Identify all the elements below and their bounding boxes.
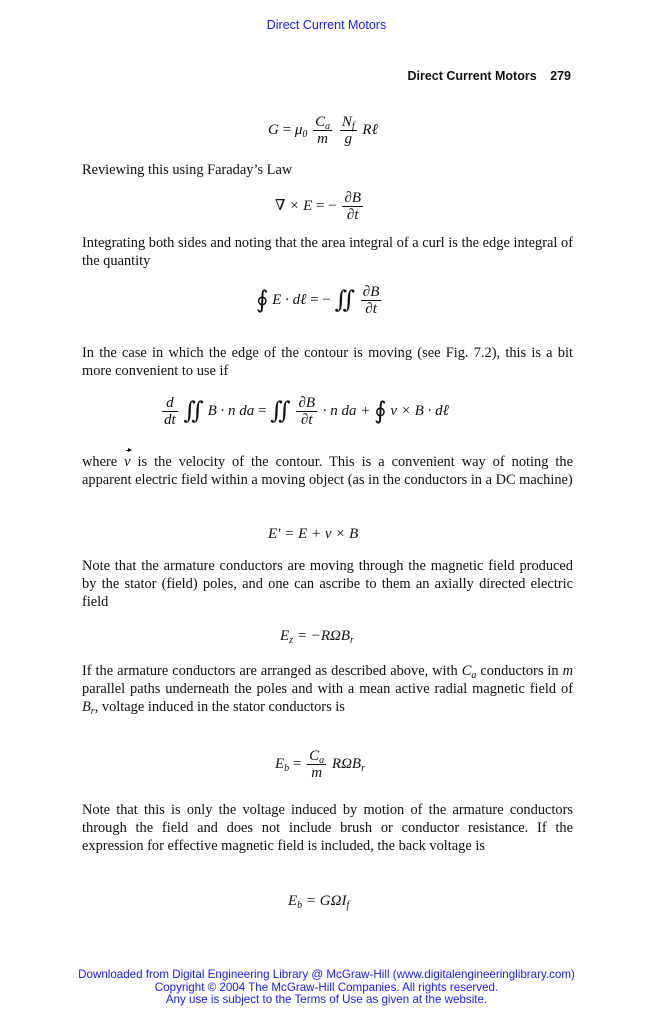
eq-g-f2-num: N <box>341 114 352 130</box>
p4-before: where <box>82 454 118 470</box>
eq-eb1-lhs: E <box>275 755 285 772</box>
eq-int-iint: ∬ <box>334 287 356 314</box>
eq-g-frac-1 <box>313 114 332 147</box>
p6-m: m <box>562 663 574 679</box>
eq-int-lhs: E · dℓ <box>272 291 307 308</box>
p6-b: conductors in <box>480 663 559 679</box>
eq-int-den: ∂t <box>365 301 377 317</box>
eq-eb2-rhs: = GΩI <box>305 893 347 909</box>
equation-eb-2 <box>288 892 349 910</box>
p4-after: is the velocity of the contour. This is a convenient way of noting the apparent electric field within a moving object (as in the conductors in a DC machine) <box>82 454 573 489</box>
eq-eb1-tail: RΩB <box>331 755 362 772</box>
eq-mov-iint: ∬ <box>183 398 204 425</box>
equation-faraday <box>275 190 365 223</box>
eq-int-frac <box>361 284 382 317</box>
eq-g-frac-2 <box>340 114 357 147</box>
eq-ez-lhs-sub: z <box>289 635 294 646</box>
eq-int-num: ∂B <box>362 284 380 300</box>
paragraph-1: Reviewing this using Faraday’s Law <box>82 162 293 178</box>
eq-faraday-num: ∂B <box>344 190 362 206</box>
eq-ez-lhs: E <box>280 628 290 644</box>
paragraph-3: In the case in which the edge of the contour is moving (see Fig. 7.2), this is a bit more convenient to use if <box>82 345 573 380</box>
p6-c: parallel paths underneath the poles and with a mean active radial magnetic field of <box>82 681 573 698</box>
eq-g-f1-num: C <box>315 114 326 130</box>
eq-int-equals: = − <box>310 291 331 308</box>
footer-line-3: Any use is subject to the Terms of Use as given at the website. <box>165 993 488 1007</box>
eq-g-lhs: G <box>268 121 279 138</box>
eq-eb2-rhs-sub: f <box>346 900 350 911</box>
p6-ca-sub: a <box>471 670 477 681</box>
paragraph-5: Note that the armature conductors are moving through the magnetic field produced by the stator (field) poles, and one can ascribe to them an axially directed electric field <box>82 558 573 611</box>
eq-eb1-tail-sub: r <box>361 762 365 774</box>
equation-eb-1 <box>275 748 365 781</box>
eq-mov-dfrac <box>162 395 178 428</box>
paragraph-4 <box>82 453 573 489</box>
equation-ez <box>280 627 354 645</box>
p6-br: B <box>82 699 91 716</box>
eq-ez-rhs-sub: r <box>350 635 354 646</box>
eq-eb1-frac <box>307 748 326 781</box>
eq-mov-term1: B · n da <box>207 402 255 419</box>
eq-mov-term2: · n da + <box>322 402 371 419</box>
p6-d: , voltage induced in the stator conductors is <box>94 699 345 716</box>
eq-ez-rhs: = −RΩB <box>296 628 350 644</box>
eq-faraday-frac <box>342 190 363 223</box>
eq-mov-iint-2: ∬ <box>270 398 291 425</box>
eq-eprime-lhs: E′ <box>268 526 281 542</box>
footer-line-1[interactable]: Downloaded from Digital Engineering Library @ McGraw-Hill (www.digitalengineeringlibrary.com) <box>78 968 575 981</box>
eq-eb2-lhs: E <box>288 893 298 909</box>
eq-faraday-lhs: ∇ × E <box>275 197 313 214</box>
eq-eprime-rhs: = E + v × B <box>284 526 359 542</box>
section-header <box>407 69 571 83</box>
equation-eprime <box>268 525 358 543</box>
paragraph-7: Note that this is only the voltage induced by motion of the armature conductors through the field and does not include brush or conductor resistance. If the expression for effective magnetic field is included, the back voltage is <box>82 802 573 855</box>
section-title: Direct Current Motors <box>407 69 537 83</box>
p4-var: v <box>124 454 131 470</box>
eq-eb1-equals: = <box>292 755 302 772</box>
eq-mov-term3: v × B · dℓ <box>390 402 449 419</box>
p6-ca: C <box>461 663 472 679</box>
equation-moving <box>160 395 449 428</box>
footer-line-2: Copyright © 2004 The McGraw-Hill Companies. All rights reserved. <box>154 980 499 994</box>
p6-br-sub: r <box>90 706 95 718</box>
eq-mov-frac <box>296 395 317 428</box>
eq-faraday-equals: = − <box>316 197 337 214</box>
eq-g-f1-num-sub: a <box>325 121 331 132</box>
eq-g-f2-den: g <box>344 131 352 147</box>
eq-g-f2-num-sub: f <box>351 121 355 132</box>
eq-g-tail: Rℓ <box>362 121 378 138</box>
page-number: 279 <box>550 69 571 83</box>
eq-mov-num: ∂B <box>298 395 316 411</box>
eq-mov-oint: ∮ <box>374 398 387 425</box>
eq-faraday-den: ∂t <box>346 207 359 223</box>
paragraph-2: Integrating both sides and noting that the area integral of a curl is the edge integral of the quantity <box>82 235 573 270</box>
equation-g <box>268 114 378 147</box>
eq-g-f1-den: m <box>317 131 329 147</box>
eq-mov-equals: = <box>258 402 267 419</box>
p6-a: If the armature conductors are arranged as described above, with <box>82 663 458 679</box>
footer <box>0 969 653 1007</box>
eq-mov-d-num: d <box>162 395 178 412</box>
eq-g-mu-sub: 0 <box>302 128 308 140</box>
eq-eb1-num-sub: a <box>319 755 325 766</box>
equation-integral <box>256 284 383 317</box>
eq-g-equals: = <box>282 121 292 138</box>
eq-mov-d-den: dt <box>164 412 176 428</box>
paragraph-6 <box>82 662 573 717</box>
eq-int-oint: ∮ <box>256 287 269 314</box>
eq-eb1-num: C <box>309 748 320 764</box>
eq-mov-den: ∂t <box>300 412 313 428</box>
running-header: Direct Current Motors <box>266 18 387 32</box>
eq-eb1-lhs-sub: b <box>284 762 290 774</box>
eq-g-mu: μ <box>294 121 303 138</box>
eq-eb2-lhs-sub: b <box>297 900 303 911</box>
eq-eb1-den: m <box>311 765 323 781</box>
